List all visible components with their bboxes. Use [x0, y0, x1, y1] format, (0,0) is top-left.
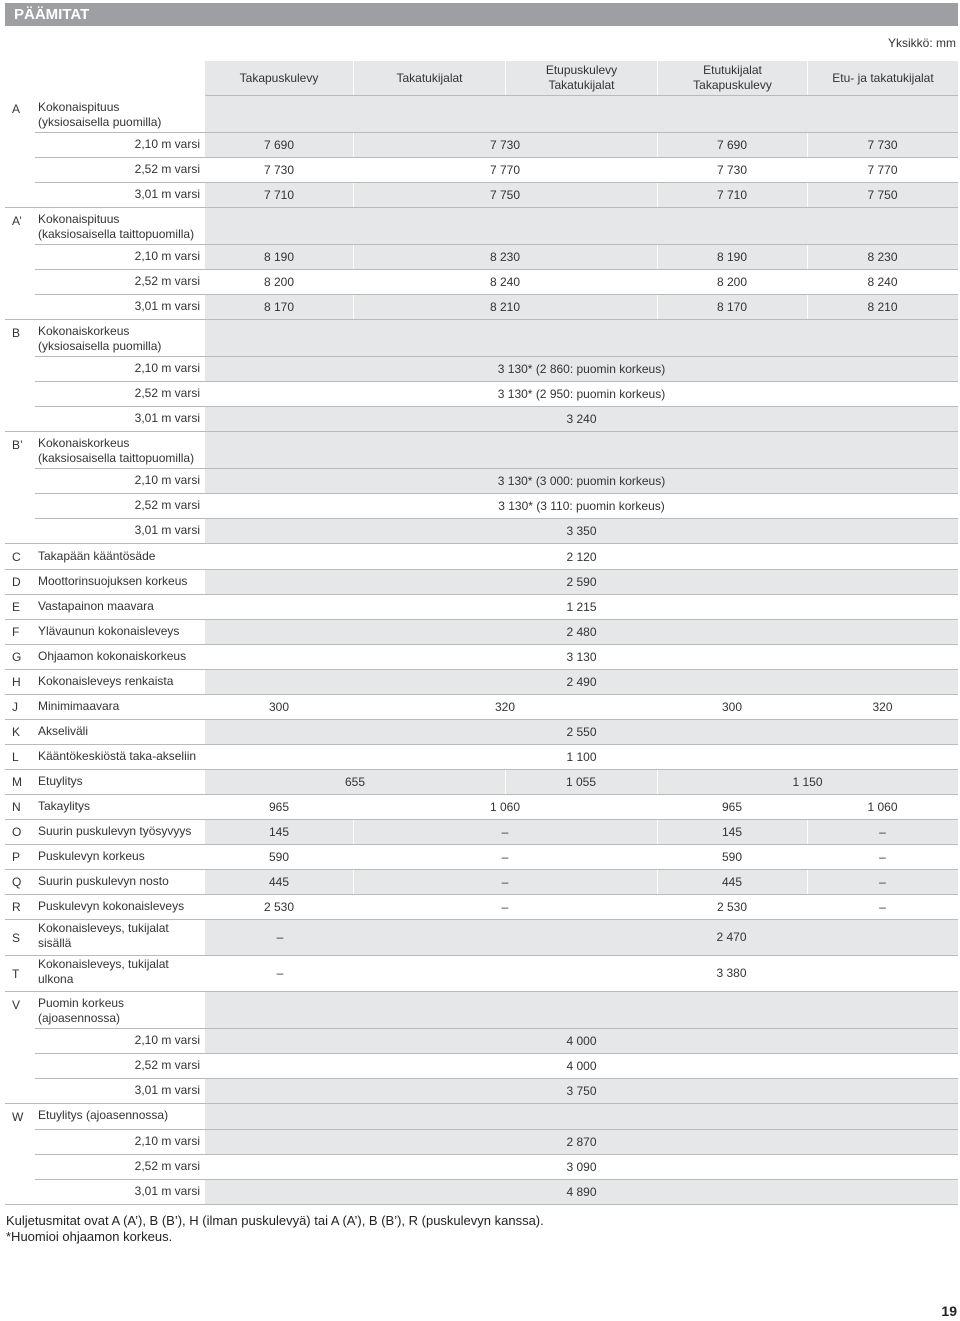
arm-length-label: 2,10 m varsi	[134, 1134, 200, 1148]
row-rule	[5, 594, 958, 595]
arm-length-label: 2,52 m varsi	[134, 1058, 200, 1072]
value-text: 965	[268, 800, 290, 814]
value-text: 8 240	[489, 275, 521, 289]
value-text: 8 170	[716, 300, 748, 314]
value-text: 1 060	[867, 800, 898, 814]
row-letter: A’	[12, 214, 22, 228]
arm-length-label: 3,01 m varsi	[134, 1083, 200, 1097]
arm-length-label: 2,10 m varsi	[134, 137, 200, 151]
value-text: 8 230	[867, 250, 898, 264]
value-text: 7 690	[263, 138, 295, 152]
label-band	[205, 1104, 958, 1129]
value-text: 590	[268, 850, 290, 864]
row-letter: M	[12, 775, 22, 789]
row-letter: G	[12, 650, 22, 664]
value-text: 4 000	[566, 1059, 597, 1073]
row-letter: W	[12, 1110, 24, 1124]
value-text: 7 770	[489, 163, 521, 177]
row-letter: J	[12, 700, 18, 714]
value-text: –	[501, 900, 509, 914]
group-rule	[5, 543, 958, 544]
arm-length-label: 3,01 m varsi	[134, 523, 200, 537]
row-label: Kokonaispituus (yksiosaisella puomilla)	[38, 100, 162, 129]
row-label: Puomin korkeus (ajoasennossa)	[38, 996, 125, 1025]
arm-length-label: 2,10 m varsi	[134, 473, 200, 487]
row-label: Ohjaamon kokonaiskorkeus	[38, 649, 187, 663]
value-text: 1 150	[792, 775, 823, 789]
row-label: Puskulevyn korkeus	[38, 849, 145, 863]
footnote	[6, 1213, 544, 1245]
row-label: Kokonaisleveys, tukijalat sisällä	[38, 921, 169, 950]
value-text: –	[879, 875, 886, 889]
label-band	[205, 320, 958, 356]
footnote-transport: Kuljetusmitat ovat A (A’), B (B’), H (ilman puskulevyä) tai A (A’), B (B’), R (puskulevyn kanssa).	[6, 1213, 544, 1228]
row-letter: D	[12, 575, 21, 589]
value-text: 7 730	[867, 138, 898, 152]
value-text: 7 690	[716, 138, 748, 152]
arm-length-label: 2,10 m varsi	[134, 1033, 200, 1047]
value-text: 4 000	[566, 1034, 597, 1048]
row-label: Kääntökeskiöstä taka-akseliin	[38, 749, 197, 763]
row-letter: V	[12, 998, 21, 1012]
value-text: 3 350	[566, 524, 597, 538]
value-text: 8 200	[263, 275, 295, 289]
value-text: 2 120	[566, 550, 597, 564]
value-text: 8 230	[489, 250, 521, 264]
value-text: 8 200	[716, 275, 748, 289]
row-label: Suurin puskulevyn nosto	[38, 874, 169, 888]
value-text: –	[276, 966, 284, 980]
value-text: 300	[721, 700, 743, 714]
row-letter: F	[12, 625, 20, 639]
column-header: Etu- ja takatukijalat	[808, 61, 958, 95]
arm-length-label: 2,52 m varsi	[134, 274, 200, 288]
section-title: PÄÄMITAT	[5, 3, 958, 26]
value-text: 445	[721, 875, 743, 889]
value-text: 320	[872, 700, 893, 714]
value-text: 3 130	[566, 650, 597, 664]
arm-length-label: 3,01 m varsi	[134, 299, 200, 313]
value-text: 7 710	[263, 188, 295, 202]
value-text: 8 190	[263, 250, 295, 264]
row-label: Kokonaiskorkeus (kaksiosaisella taittopuomilla)	[38, 436, 195, 465]
label-band	[205, 432, 958, 468]
row-letter: P	[12, 850, 21, 864]
value-text: 300	[268, 700, 290, 714]
arm-length-label: 2,52 m varsi	[134, 386, 200, 400]
value-text: 1 215	[566, 600, 597, 614]
value-text: 3 750	[566, 1084, 597, 1098]
row-label: Minimimaavara	[38, 699, 120, 713]
value-text: 7 730	[263, 163, 295, 177]
row-rule	[35, 381, 958, 382]
value-text: 4 890	[566, 1185, 597, 1199]
value-text: –	[879, 850, 886, 864]
row-rule	[35, 1154, 958, 1155]
value-text: 3 130* (2 860: puomin korkeus)	[497, 362, 666, 376]
row-rule	[35, 269, 958, 270]
group-rule	[5, 1204, 958, 1205]
value-text: 3 090	[566, 1160, 597, 1174]
column-header: Takatukijalat	[354, 61, 505, 95]
row-letter: O	[12, 825, 22, 839]
row-rule	[5, 744, 958, 745]
footnote-cab-height: *Huomioi ohjaamon korkeus.	[6, 1229, 173, 1244]
value-text: –	[501, 850, 509, 864]
row-rule	[5, 894, 958, 895]
row-letter: E	[12, 600, 21, 614]
value-text: –	[879, 900, 886, 914]
row-label: Ylävaunun kokonaisleveys	[38, 624, 180, 638]
label-band	[205, 208, 958, 244]
row-label: Suurin puskulevyn työsyvyys	[38, 824, 192, 838]
value-text: 590	[721, 850, 743, 864]
row-letter: L	[12, 750, 19, 764]
arm-length-label: 2,52 m varsi	[134, 498, 200, 512]
row-label: Takaylitys	[38, 799, 91, 813]
row-letter: Q	[12, 875, 22, 889]
row-label: Kokonaisleveys renkaista	[38, 674, 174, 688]
value-text: 3 130* (3 000: puomin korkeus)	[497, 474, 666, 488]
value-text: 2 470	[716, 930, 747, 944]
value-text: 7 710	[716, 188, 748, 202]
unit-note: Yksikkö: mm	[887, 36, 956, 50]
row-rule	[5, 794, 958, 795]
row-rule	[35, 1053, 958, 1054]
row-letter: K	[12, 725, 21, 739]
value-text: 965	[721, 800, 743, 814]
value-text: 3 240	[566, 412, 597, 426]
value-text: 1 100	[566, 750, 597, 764]
column-header: Takapuskulevy	[205, 61, 353, 95]
arm-length-label: 3,01 m varsi	[134, 187, 200, 201]
value-text: 1 055	[565, 775, 597, 789]
row-letter: B	[12, 326, 21, 340]
column-header: Etutukijalat Takapuskulevy	[658, 61, 807, 95]
row-letter: H	[12, 675, 21, 689]
row-label: Kokonaispituus (kaksiosaisella taittopuomilla)	[38, 212, 195, 241]
row-letter: S	[12, 931, 21, 945]
row-rule	[5, 694, 958, 695]
row-label: Akseliväli	[38, 724, 89, 738]
value-text: 2 870	[566, 1135, 597, 1149]
value-text: 145	[268, 825, 290, 839]
value-text: 2 590	[566, 575, 597, 589]
value-text: 3 130* (3 110: puomin korkeus)	[498, 499, 665, 513]
value-text: –	[501, 875, 509, 889]
value-text: 7 730	[489, 138, 521, 152]
column-header: Etupuskulevy Takatukijalat	[506, 61, 657, 95]
row-rule	[5, 644, 958, 645]
value-text: 8 190	[716, 250, 748, 264]
arm-length-label: 2,52 m varsi	[134, 1159, 200, 1173]
value-text: –	[501, 825, 509, 839]
row-label: Etuylitys	[38, 774, 83, 788]
row-label: Moottorinsuojuksen korkeus	[38, 574, 188, 588]
arm-length-label: 2,10 m varsi	[134, 361, 200, 375]
value-text: 3 380	[716, 966, 747, 980]
row-label: Vastapainon maavara	[38, 599, 154, 613]
page-number: 19	[941, 1303, 957, 1319]
row-rule	[5, 955, 958, 956]
row-rule	[5, 844, 958, 845]
value-text: 7 750	[867, 188, 898, 202]
row-rule	[35, 157, 958, 158]
row-label: Takapään kääntösäde	[38, 549, 156, 563]
value-text: 445	[268, 875, 290, 889]
arm-length-label: 2,52 m varsi	[134, 162, 200, 176]
row-letter: B’	[12, 438, 23, 452]
row-label: Puskulevyn kokonaisleveys	[38, 899, 185, 913]
arm-length-label: 3,01 m varsi	[134, 411, 200, 425]
value-text: 3 130* (2 950: puomin korkeus)	[497, 387, 666, 401]
value-text: 2 490	[566, 675, 597, 689]
value-text: 655	[344, 775, 366, 789]
value-text: –	[879, 825, 886, 839]
arm-length-label: 3,01 m varsi	[134, 1184, 200, 1198]
arm-length-label: 2,10 m varsi	[134, 249, 200, 263]
value-text: 1 060	[489, 800, 521, 814]
value-text: 320	[494, 700, 516, 714]
value-text: 7 750	[489, 188, 521, 202]
row-letter: T	[12, 967, 20, 981]
row-letter: A	[12, 102, 21, 116]
value-text: 8 170	[263, 300, 295, 314]
label-band	[205, 96, 958, 132]
row-letter: R	[12, 900, 21, 914]
value-text: –	[276, 930, 284, 944]
value-text: 2 530	[263, 900, 295, 914]
value-text: 7 730	[716, 163, 748, 177]
value-text: 2 480	[566, 625, 597, 639]
value-text: 8 210	[867, 300, 898, 314]
row-label: Kokonaisleveys, tukijalat ulkona	[38, 957, 169, 986]
value-text: 145	[721, 825, 743, 839]
value-text: 7 770	[867, 163, 898, 177]
value-text: 8 210	[489, 300, 521, 314]
row-label: Etuylitys (ajoasennossa)	[38, 1108, 169, 1122]
row-letter: C	[12, 550, 21, 564]
label-band	[205, 992, 958, 1028]
value-text: 2 550	[566, 725, 597, 739]
row-label: Kokonaiskorkeus (yksiosaisella puomilla)	[38, 324, 162, 353]
value-text: 2 530	[716, 900, 748, 914]
row-rule	[35, 493, 958, 494]
row-letter: N	[12, 800, 21, 814]
value-text: 8 240	[867, 275, 898, 289]
